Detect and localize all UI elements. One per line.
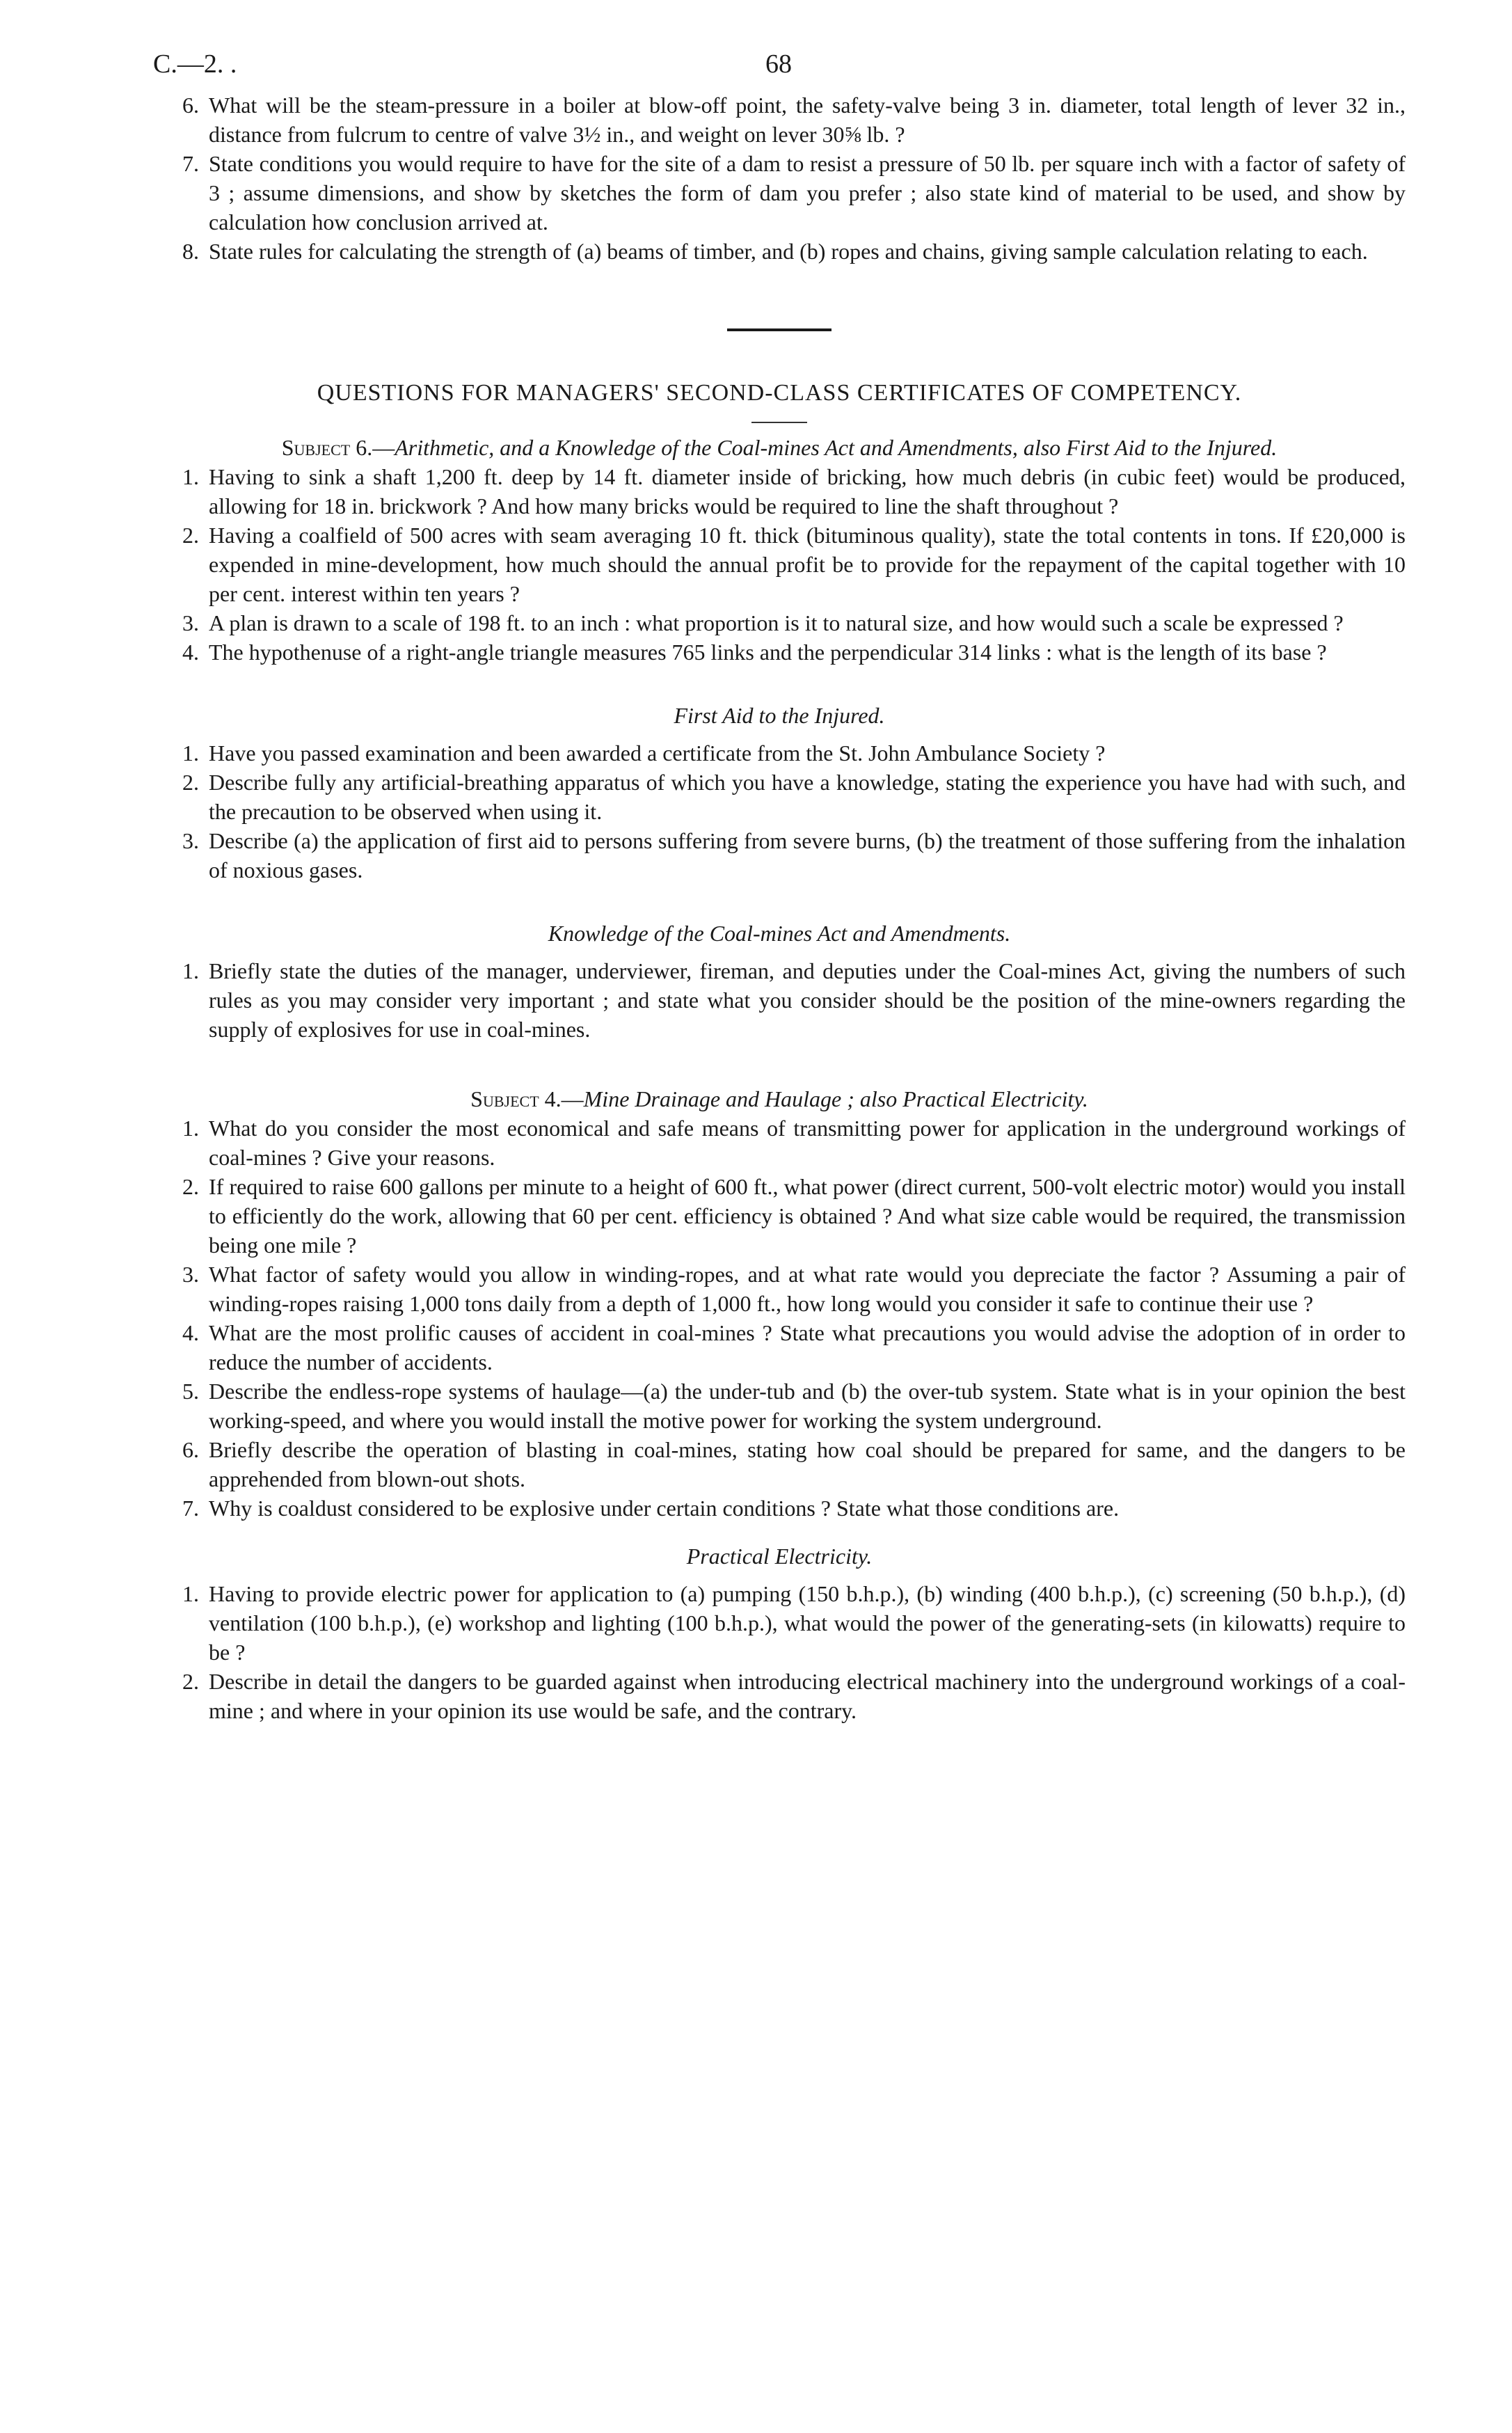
question-text: The hypothenuse of a right-angle triangle measures 765 links and the perpendicular 314 links : what is the length of its base ? — [209, 640, 1327, 665]
first-aid-question-list — [153, 738, 1406, 885]
section-divider — [727, 328, 831, 331]
question-item — [153, 956, 1406, 1044]
subject-title: Mine Drainage and Haulage ; also Practical Electricity. — [583, 1086, 1088, 1111]
question-number: 3. — [182, 1262, 199, 1287]
question-item — [153, 1260, 1406, 1318]
question-number: 5. — [182, 1379, 199, 1404]
question-number: 1. — [182, 1116, 199, 1141]
question-text: If required to raise 600 gallons per minute to a height of 600 ft., what power (direct current, 500-volt electric motor) would you install to efficiently do the work, allowing that 60 per cent. efficiency is obtained ? And what size cable would be required, the transmission being one mile ? — [209, 1174, 1406, 1258]
question-item — [153, 90, 1406, 149]
practical-electricity-question-list — [153, 1579, 1406, 1725]
top-question-list — [153, 90, 1406, 266]
question-number: 6. — [182, 93, 199, 118]
question-number: 4. — [182, 1320, 199, 1345]
question-item — [153, 149, 1406, 237]
question-text: Briefly state the duties of the manager, underviewer, fireman, and deputies under the Coal-mines Act, giving the numbers of such rules as you may consider very important ; and state what you consider should be the position of the mine-owners regarding the supply of explosives for use in coal-mines. — [209, 958, 1406, 1042]
question-number: 1. — [182, 1581, 199, 1606]
question-number: 7. — [182, 1496, 199, 1521]
coal-mines-act-heading: Knowledge of the Coal-mines Act and Amendments. — [548, 921, 1011, 946]
practical-electricity-heading: Practical Electricity. — [686, 1544, 873, 1569]
question-item — [153, 768, 1406, 826]
question-text: What will be the steam-pressure in a boiler at blow-off point, the safety-valve being 3 in. diameter, total length of lever 32 in., distance from fulcrum to centre of valve 3½ in., and weight on lever 30⅝ lb. ? — [209, 93, 1406, 147]
question-text: State conditions you would require to have for the site of a dam to resist a pressure of 50 lb. per square inch with a factor of safety of 3 ; assume dimensions, and show by sketches the form of dam you prefer ; also state kind of material to be used, and show by calculation how conclusion arrived at. — [209, 151, 1406, 235]
question-text: Have you passed examination and been awarded a certificate from the St. John Ambulance Society ? — [209, 740, 1106, 766]
question-item — [153, 1435, 1406, 1493]
question-item — [153, 237, 1406, 266]
question-item — [153, 826, 1406, 885]
main-title: QUESTIONS FOR MANAGERS' SECOND-CLASS CERTIFICATES OF COMPETENCY. — [317, 380, 1242, 406]
page-header — [153, 42, 1406, 90]
question-number: 4. — [182, 640, 199, 665]
question-text: Why is coaldust considered to be explosive under certain conditions ? State what those conditions are. — [209, 1496, 1120, 1521]
question-number: 2. — [182, 1174, 199, 1199]
question-text: Having a coalfield of 500 acres with seam averaging 10 ft. thick (bituminous quality), state the total contents in tons. If £20,000 is expended in mine-development, how much should the annual profit be to provide for the repayment of the capital together with 10 per cent. interest within ten years ? — [209, 523, 1406, 606]
subject-6-heading — [153, 433, 1406, 462]
subject-label: Subject 6.— — [281, 435, 395, 460]
question-text: What are the most prolific causes of accident in coal-mines ? State what precautions you would advise the adoption of in order to reduce the number of accidents. — [209, 1320, 1406, 1374]
question-number: 1. — [182, 958, 199, 983]
question-text: Describe the endless-rope systems of haulage—(a) the under-tub and (b) the over-tub system. State what is in your opinion the best working-speed, and where you would install the motive power for working the system underground. — [209, 1379, 1406, 1433]
question-number: 2. — [182, 770, 199, 795]
document-reference: C.—2. . — [153, 49, 237, 79]
question-text: A plan is drawn to a scale of 198 ft. to an inch : what proportion is it to natural size, and how would such a scale be expressed ? — [209, 610, 1344, 635]
question-number: 1. — [182, 740, 199, 766]
question-item — [153, 608, 1406, 637]
question-item — [153, 1318, 1406, 1377]
page-number: 68 — [765, 49, 792, 79]
subject-title: Arithmetic, and a Knowledge of the Coal-mines Act and Amendments, also First Aid to the Injured. — [395, 435, 1278, 460]
question-text: Having to provide electric power for application to (a) pumping (150 b.h.p.), (b) winding (400 b.h.p.), (c) screening (50 b.h.p.), (d) ventilation (100 b.h.p.), (e) workshop and lighting (100 b.h.p.), what would the power of the generating-sets (in kilowatts) require to be ? — [209, 1581, 1406, 1665]
title-underline — [751, 422, 807, 423]
question-number: 2. — [182, 1669, 199, 1694]
question-text: Describe fully any artificial-breathing apparatus of which you have a knowledge, stating the experience you have had with such, and the precaution to be observed when using it. — [209, 770, 1406, 824]
question-number: 2. — [182, 523, 199, 548]
question-number: 8. — [182, 239, 199, 264]
question-item — [153, 1377, 1406, 1435]
question-number: 3. — [182, 610, 199, 635]
question-item — [153, 1493, 1406, 1523]
question-text: Describe in detail the dangers to be guarded against when introducing electrical machinery into the underground workings of a coal-mine ; and where in your opinion its use would be safe, and the contrary. — [209, 1669, 1406, 1723]
subject-4-question-list — [153, 1114, 1406, 1523]
question-text: What do you consider the most economical and safe means of transmitting power for application in the underground workings of coal-mines ? Give your reasons. — [209, 1116, 1406, 1170]
question-text: Describe (a) the application of first aid to persons suffering from severe burns, (b) the treatment of those suffering from the inhalation of noxious gases. — [209, 828, 1406, 882]
first-aid-heading: First Aid to the Injured. — [674, 703, 885, 728]
question-number: 1. — [182, 464, 199, 489]
question-item — [153, 1579, 1406, 1667]
question-item — [153, 1114, 1406, 1172]
question-text: What factor of safety would you allow in winding-ropes, and at what rate would you depreciate the factor ? Assuming a pair of winding-ropes raising 1,000 tons daily from a depth of 1,000 ft., how long would you consider it safe to continue their use ? — [209, 1262, 1406, 1316]
question-item — [153, 1667, 1406, 1725]
question-text: State rules for calculating the strength of (a) beams of timber, and (b) ropes and chains, giving sample calculation relating to each. — [209, 239, 1368, 264]
subject-4-heading — [153, 1084, 1406, 1114]
question-item — [153, 1172, 1406, 1260]
coal-mines-act-question-list — [153, 956, 1406, 1044]
question-item — [153, 637, 1406, 667]
subject-label: Subject 4.— — [470, 1086, 584, 1111]
question-text: Briefly describe the operation of blasting in coal-mines, stating how coal should be prepared for same, and the dangers to be apprehended from blown-out shots. — [209, 1437, 1406, 1491]
question-number: 7. — [182, 151, 199, 176]
question-item — [153, 521, 1406, 608]
subject-6-question-list — [153, 462, 1406, 667]
document-page — [153, 42, 1406, 1725]
question-item — [153, 462, 1406, 521]
question-number: 6. — [182, 1437, 199, 1462]
question-number: 3. — [182, 828, 199, 853]
question-text: Having to sink a shaft 1,200 ft. deep by 14 ft. diameter inside of bricking, how much debris (in cubic feet) would be produced, allowing for 18 in. brickwork ? And how many bricks would be required to line the shaft throughout ? — [209, 464, 1406, 518]
question-item — [153, 738, 1406, 768]
